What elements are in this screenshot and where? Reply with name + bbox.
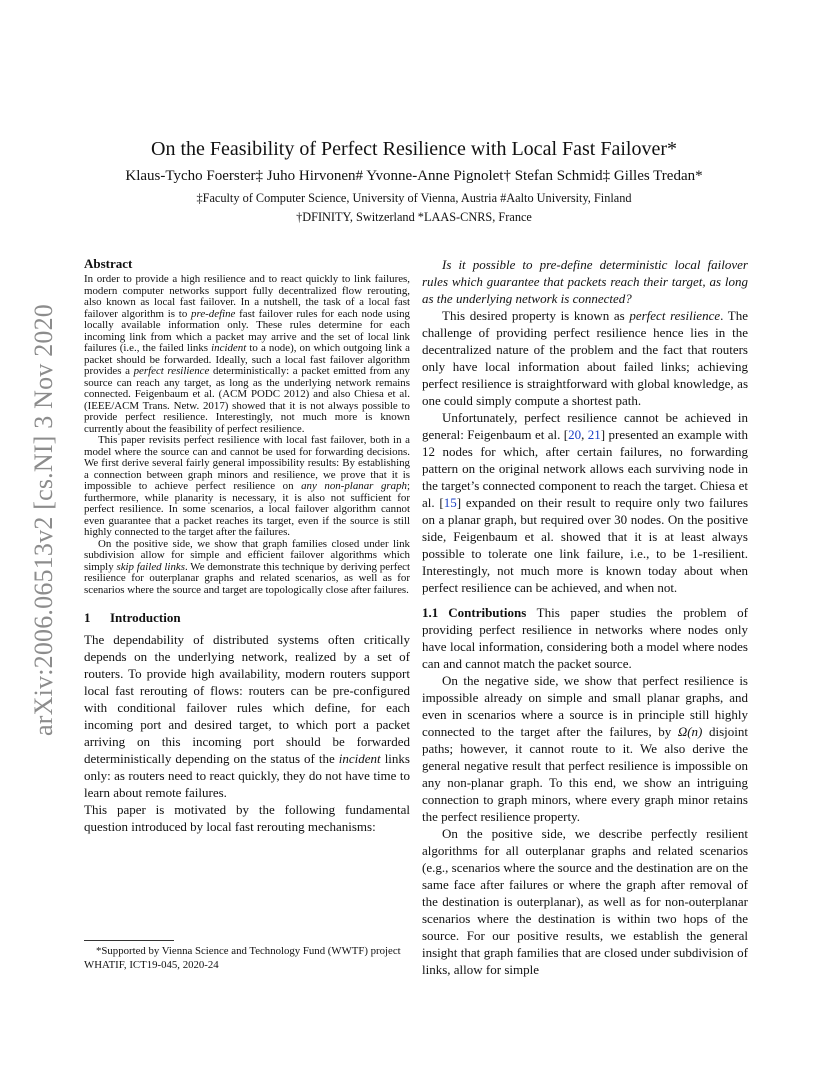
text-run: This desired property is known as (442, 308, 630, 323)
text-run: Unfortunately, perfect resilience cannot be achieved in general: Feigenbaum et al. [ (422, 410, 748, 442)
arxiv-identifier: arXiv:2006.06513v2 [cs.NI] 3 Nov 2020 (29, 304, 58, 737)
section-heading-introduction (84, 610, 410, 626)
text-run: On the positive side, we show that graph families closed under link subdivision allow for simple and efficient failover algorithms which simply (84, 537, 410, 573)
right-paragraph-1 (422, 307, 748, 409)
emphasis: incident (338, 751, 381, 766)
right-paragraph-2 (422, 409, 748, 596)
text-run: disjoint paths; however, it cannot route to it. We also derive the general negative result that perfect resilience is impossible on any non-planar graph. To this end, we show an intriguing connection to graph minors, where every graph minor retains the perfect resilience property. (422, 724, 749, 824)
text-run: deterministically: a packet emitted from any source can reach any target, as long as the underlying network remains connected. Feigenbaum et al. (ACM PODC 2012) and also Chiesa et al. (IEEE/ACM Trans. Netw. 2017) showed that it is not always possible to provide perfect resilience. Interestingly, not much more is known currently about the feasibility of perfect resilience. (84, 365, 411, 435)
text-run: The dependability of distributed systems often critically depends on the underlying network, realized by a set of routers. To provide high availability, modern routers support local fast rerouting of flows: routers can be pre-configured with conditional failover rules which define, for each incoming port and desired target, to which port a packet arriving on this incoming port should be forwarded deterministically depending on the status of the (84, 632, 410, 766)
text-run: fast failover rules for each node using locally available information only. These rules determine for each incoming link from which a packet may arrive and the set of local link failures (i.e., the failed links (84, 307, 410, 354)
text-run: This paper revisits perfect resilience with local fast failover, both in a model where the source can and cannot be used for forwarding decisions. We first derive several fairly general impossibility results: By establishing a connection between graph minors and resilience, we prove that it is impossible to achieve perfect resilience on (84, 434, 410, 492)
text-run: links only: as routers need to react quickly, they do not have time to learn about remote failures. (84, 751, 410, 800)
affiliation-line-1: ‡Faculty of Computer Science, University of Vienna, Austria #Aalto University, Finland (196, 191, 632, 205)
emphasis: perfect resilience (133, 365, 210, 377)
intro-paragraph-1 (84, 631, 410, 801)
text-run: ; furthermore, while planarity is necessary, it is also not sufficient for perfect resilience. In some scenarios, a local failover algorithm cannot even guarantee that a packet reaches its target, even if the source is still highly connected to the target after the failures. (84, 480, 411, 538)
right-column (422, 256, 748, 978)
emphasis: any non-planar graph (301, 480, 407, 492)
abstract-paragraph-2 (84, 435, 410, 539)
affiliation-line-2: †DFINITY, Switzerland *LAAS-CNRS, France (296, 210, 532, 224)
emphasis: pre-define (191, 307, 236, 320)
emphasis: incident (211, 342, 247, 354)
text-run: . The challenge of providing perfect resilience hence lies in the decentralized nature of the problem and the fact that routers only have local information about failed links; achieving perfect resilience is straightforward with global knowledge, as one could simply compute a shortest path. (422, 308, 748, 408)
section-number: 1 (84, 610, 91, 625)
text-run: . We demonstrate this technique by deriving perfect resilience for outerplanar graphs and related scenarios, as well as for scenarios where the source and target are topologically close after failures. (84, 560, 411, 596)
text-run: On the negative side, we show that perfect resilience is impossible already on simple and small planar graphs, and even in scenarios where a source is in principle still highly connected to the target after the failures, by (422, 673, 748, 739)
math-expression: Ω(n) (677, 724, 703, 739)
intro-paragraph-2: This paper is motivated by the following fundamental question introduced by local fast rerouting mechanisms: (84, 802, 410, 834)
contributions-paragraph (422, 604, 748, 672)
citation-link-21[interactable]: 21 (587, 427, 601, 442)
abstract-paragraph-1 (84, 274, 410, 435)
research-question: Is it possible to pre-define deterministic local failover rules which guarantee that packets reach their target, as long as the underlying network is connected? (422, 257, 748, 306)
text-run: This paper studies the problem of providing perfect resilience in networks where nodes only have local information, considering both a model where nodes can and cannot match the packet source. (422, 605, 748, 671)
text-run: , (581, 427, 588, 442)
right-paragraph-3 (422, 672, 748, 825)
text-run: ] expanded on their result to require only two failures on a planar graph, but required over 30 nodes. On the positive side, Feigenbaum et al. showed that it is at least always possible to tolerate one link failure, i.e., to be 1-resilient. Interestingly, not much more is known today about when perfect resilience can be achieved, and when not. (422, 495, 748, 595)
emphasis: skip failed links (116, 560, 185, 573)
abstract-paragraph-3 (84, 539, 410, 597)
text-run: ] presented an example with 12 nodes for which, after certain failures, no forwarding pattern on the original network allows each surviving node in the target’s connected component to reach the target. Chiesa et al. [ (422, 427, 748, 510)
emphasis: perfect resilience (629, 308, 721, 323)
subsection-number: 1.1 (422, 605, 439, 620)
author-list: Klaus-Tycho Foerster‡ Juho Hirvonen# Yvonne-Anne Pignolet† Stefan Schmid‡ Gilles Tredan* (125, 168, 703, 184)
footnote: *Supported by Vienna Science and Technology Fund (WWTF) project WHATIF, ICT19-045, 2020-24 (84, 945, 401, 971)
section-title: Introduction (110, 610, 181, 625)
left-column (84, 256, 410, 835)
paper-title: On the Feasibility of Perfect Resilience with Local Fast Failover* (151, 138, 677, 160)
footnote-divider (84, 940, 174, 941)
citation-link-15[interactable]: 15 (443, 495, 457, 510)
subsection-title: Contributions (448, 605, 527, 620)
abstract-heading: Abstract (84, 256, 133, 271)
text-run: to a node), on which outgoing link a packet should be forwarded. Ideally, such a local fast failover algorithm provides a (84, 342, 410, 377)
subsection-heading-contributions (422, 605, 526, 620)
right-paragraph-4: On the positive side, we describe perfectly resilient algorithms for all outerplanar graphs and related scenarios (e.g., scenarios where the source and the destination are on the same face after failures or where the graph after removal of the destination is outerplanar), as well as for non-outerplanar scenarios where the destination is within two hops of the source. For our positive results, we establish the general insight that graph families that are closed under subdivision of links, allow for simple (422, 826, 748, 977)
text-run: In order to provide a high resilience and to react quickly to link failures, modern computer networks support fully decentralized flow rerouting, also known as local fast failover. In a nutshell, the task of a local fast failover algorithm is to (84, 273, 410, 320)
citation-link-20[interactable]: 20 (568, 427, 582, 442)
